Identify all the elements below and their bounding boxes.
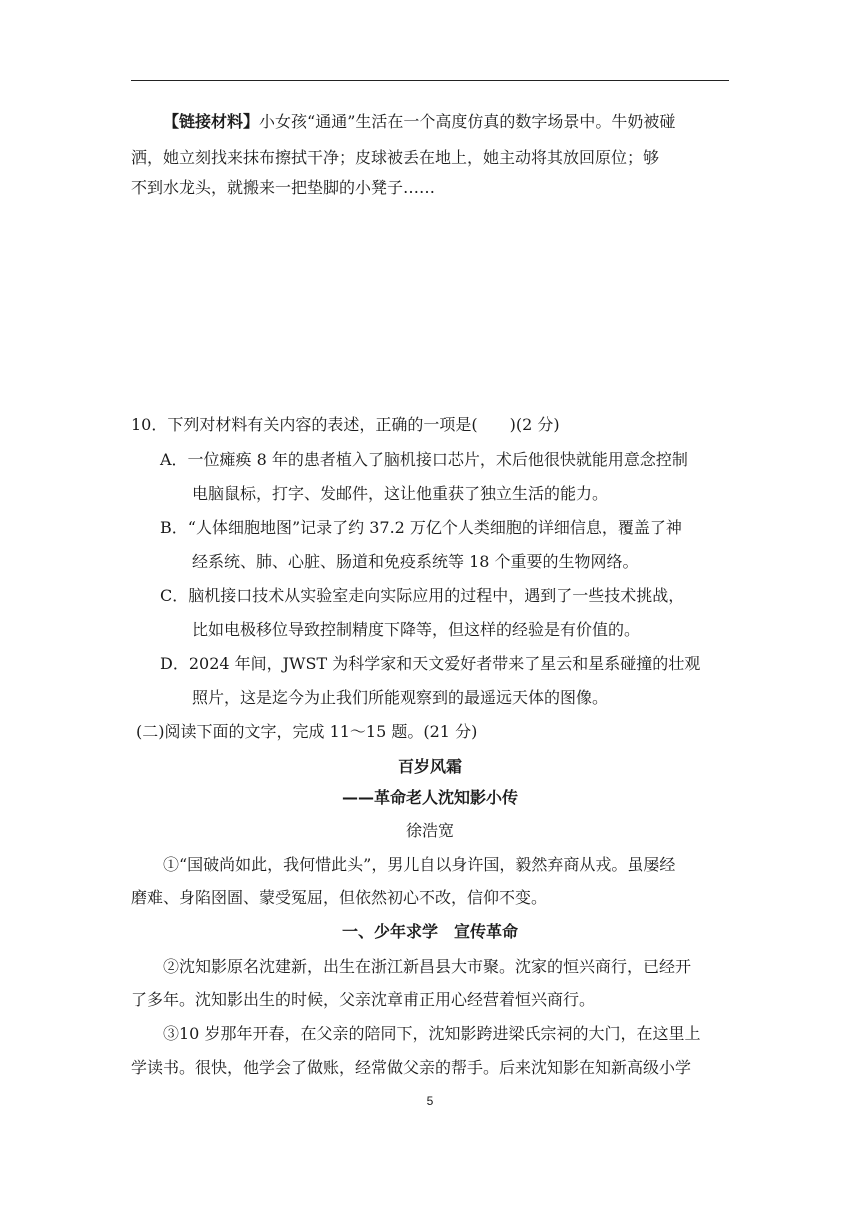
option-a-line-2: 电脑鼠标，打字、发邮件，这让他重获了独立生活的能力。: [192, 484, 609, 503]
question-10-stem: 10．下列对材料有关内容的表述，正确的一项是( )(2 分): [131, 415, 560, 434]
paragraph-2-line-1: ②沈知影原名沈建新，出生在浙江新昌县大市聚。沈家的恒兴商行，已经开: [163, 957, 692, 976]
section-heading-1: 一、少年求学 宣传革命: [341, 922, 518, 941]
option-b-line-1: B．“人体细胞地图”记录了约 37.2 万亿个人类细胞的详细信息，覆盖了神: [160, 518, 682, 537]
option-c-line-1: C．脑机接口技术从实验室走向实际应用的过程中，遇到了一些技术挑战，: [160, 586, 685, 605]
article-title: 百岁风霜: [397, 757, 462, 776]
option-d-line-1: D．2024 年间，JWST 为科学家和天文爱好者带来了星云和星系碰撞的壮观: [160, 654, 701, 673]
paragraph-1-line-1: ①“国破尚如此，我何惜此头”，男儿自以身许国，毅然弃商从戎。虽屡经: [163, 855, 676, 874]
link-material-line-1: 【链接材料】小女孩“通通”生活在一个高度仿真的数字场景中。牛奶被碰: [163, 112, 676, 131]
option-a-line-1: A．一位瘫痪 8 年的患者植入了脑机接口芯片，术后他很快就能用意念控制: [160, 450, 688, 469]
section-2-intro: (二)阅读下面的文字，完成 11～15 题。(21 分): [136, 722, 478, 741]
paragraph-2-line-2: 了多年。沈知影出生的时候，父亲沈章甫正用心经营着恒兴商行。: [131, 990, 596, 1009]
option-d-line-2: 照片，这是迄今为止我们所能观察到的最遥远天体的图像。: [192, 688, 609, 707]
article-author: 徐浩宽: [405, 821, 454, 840]
link-material-label: 【链接材料】: [163, 112, 260, 131]
header-rule: [131, 80, 729, 81]
article-subtitle: ——革命老人沈知影小传: [341, 788, 518, 807]
page-number: 5: [426, 1094, 434, 1108]
paragraph-1-line-2: 磨难、身陷囹圄、蒙受冤屈，但依然初心不改，信仰不变。: [131, 888, 548, 907]
paragraph-3-line-1: ③10 岁那年开春，在父亲的陪同下，沈知影跨进梁氏宗祠的大门，在这里上: [163, 1024, 701, 1043]
paragraph-3-line-2: 学读书。很快，他学会了做账，经常做父亲的帮手。后来沈知影在知新高级小学: [131, 1058, 692, 1077]
link-material-line-2: 洒，她立刻找来抹布擦拭干净；皮球被丢在地上，她主动将其放回原位；够: [131, 148, 660, 167]
option-c-line-2: 比如电极移位导致控制精度下降等，但这样的经验是有价值的。: [192, 620, 641, 639]
link-material-line-3: 不到水龙头，就搬来一把垫脚的小凳子……: [131, 178, 436, 197]
option-b-line-2: 经系统、肺、心脏、肠道和免疫系统等 18 个重要的生物网络。: [192, 552, 639, 571]
